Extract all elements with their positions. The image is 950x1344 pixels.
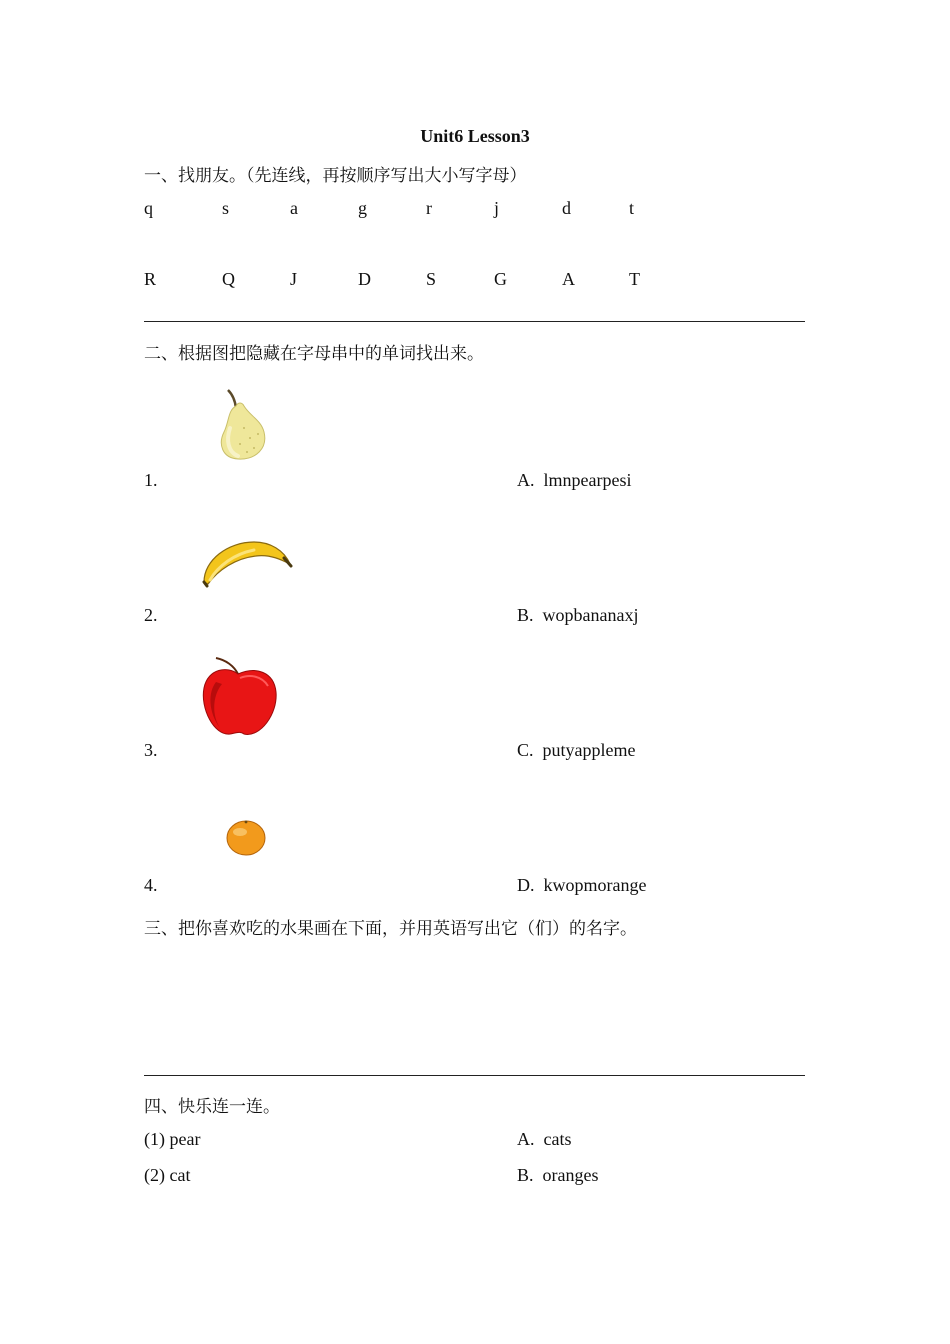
match-left-item: (1) pear	[144, 1129, 201, 1149]
lowercase-letter: t	[629, 198, 635, 218]
match-left-item: (2) cat	[144, 1165, 191, 1185]
page-title: Unit6 Lesson3	[420, 126, 530, 146]
question-number: 3.	[144, 740, 158, 760]
uppercase-letter: S	[426, 269, 437, 289]
option-text: lmnpearpesi	[543, 470, 632, 490]
lowercase-letter: q	[144, 198, 153, 218]
option-text: putyappleme	[542, 740, 636, 760]
option-a	[517, 470, 631, 491]
question-number: 1.	[144, 470, 158, 490]
banana-icon	[198, 536, 294, 590]
orange-icon	[224, 818, 268, 858]
option-text: oranges	[542, 1165, 599, 1185]
section2-heading: 二、根据图把隐藏在字母串中的单词找出来。	[144, 344, 484, 364]
option-text: cats	[543, 1129, 572, 1149]
lowercase-letter: r	[426, 198, 432, 218]
option-label: D.	[517, 875, 535, 895]
option-label: B.	[517, 1165, 534, 1185]
option-b	[517, 605, 638, 626]
pear-icon	[214, 388, 270, 462]
question-number: 2.	[144, 605, 158, 625]
lowercase-letter: g	[358, 198, 367, 218]
option-label: A.	[517, 470, 535, 490]
lowercase-letter: s	[222, 198, 230, 218]
uppercase-letter: R	[144, 269, 157, 289]
uppercase-letter: T	[629, 269, 640, 289]
lowercase-letter: a	[290, 198, 298, 218]
uppercase-letter: D	[358, 269, 371, 289]
answer-line	[144, 321, 805, 322]
uppercase-letter: Q	[222, 269, 235, 289]
section4-heading: 四、快乐连一连。	[144, 1097, 280, 1117]
option-label: C.	[517, 740, 534, 760]
section3-heading: 三、把你喜欢吃的水果画在下面，并用英语写出它（们）的名字。	[144, 919, 637, 939]
option-text: kwopmorange	[543, 875, 647, 895]
uppercase-letter: G	[494, 269, 507, 289]
match-right-item	[517, 1129, 571, 1150]
uppercase-letter: A	[562, 269, 575, 289]
lowercase-letter: d	[562, 198, 571, 218]
option-label: A.	[517, 1129, 535, 1149]
apple-icon	[200, 656, 280, 738]
question-number: 4.	[144, 875, 158, 895]
answer-line	[144, 1075, 805, 1076]
option-text: wopbananaxj	[542, 605, 639, 625]
option-label: B.	[517, 605, 534, 625]
section1-heading: 一、找朋友。（先连线，再按顺序写出大小写字母）	[144, 166, 527, 186]
match-right-item	[517, 1165, 599, 1186]
option-d	[517, 875, 646, 896]
uppercase-letter: J	[290, 269, 298, 289]
option-c	[517, 740, 636, 761]
lowercase-letter: j	[494, 198, 500, 218]
